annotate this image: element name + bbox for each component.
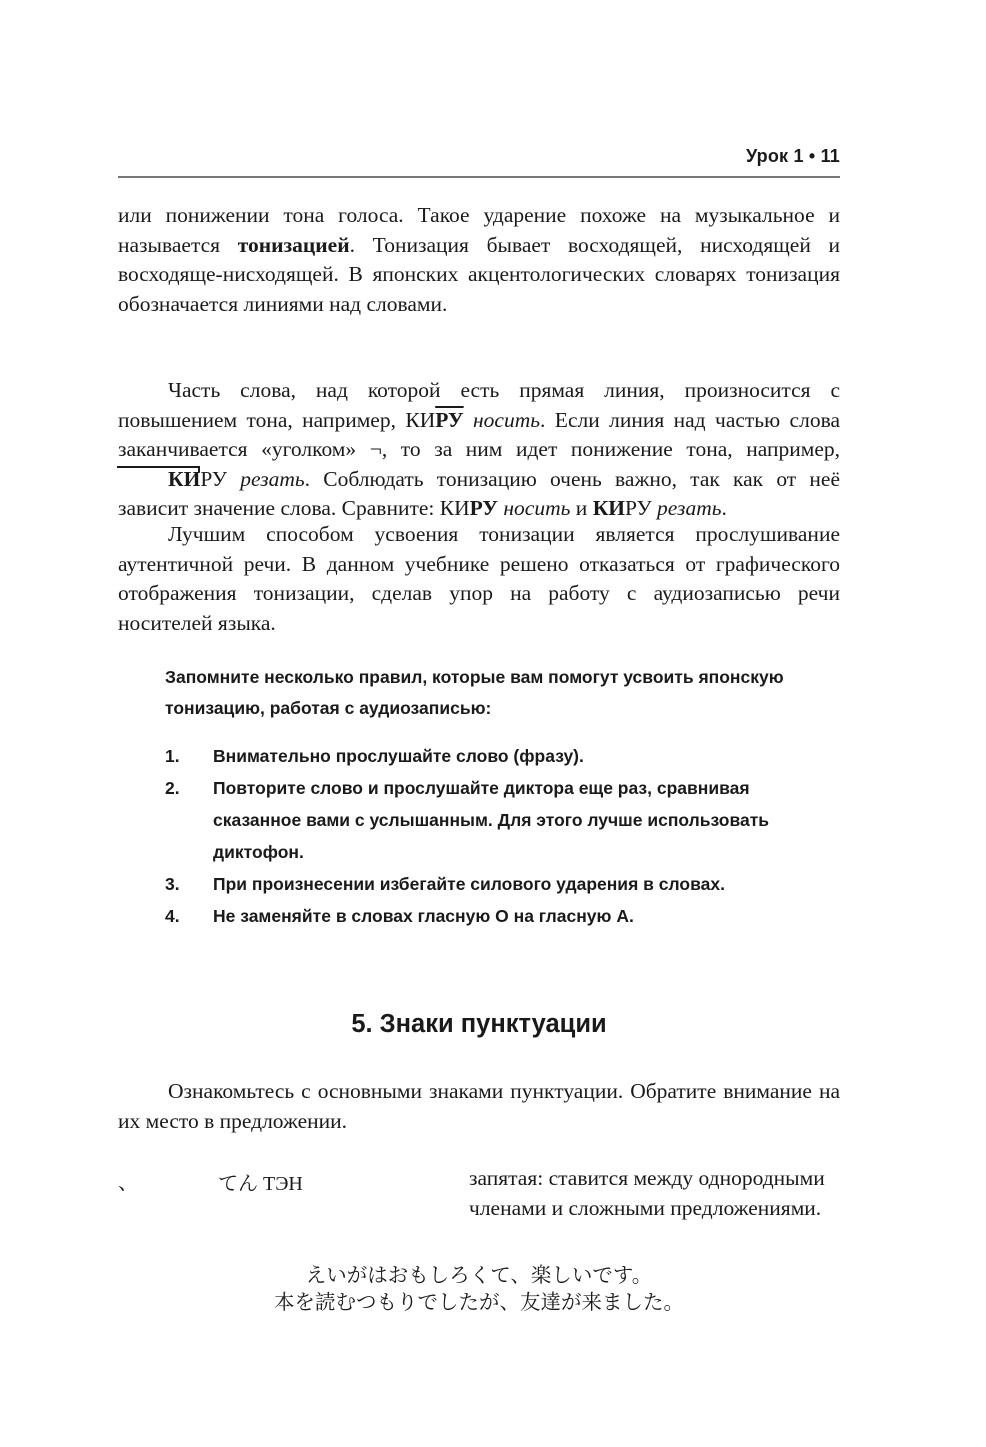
word-part: КИ [439,496,470,520]
paragraph-text: . Тонизация бывает восходящей, нисходящей и восходяще-нисходящей. В японских акцентологических словарях тонизация обозначается линиями над словами. [118,232,841,316]
rule-number: 4. [165,906,180,926]
translation-nosit: носить [473,407,541,432]
word-part-raised: РУ [435,407,464,432]
punctuation-description: запятая: ставится между однородными членами и сложными предложениями. [469,1166,825,1220]
word-part: КИ [405,407,436,432]
section-title: 5. Знаки пунктуации [351,1010,607,1038]
paragraph-intonation-definition [118,201,840,319]
paragraph-text: . Если линия над частью слова заканчивается «уголком» [118,407,840,461]
paragraph-text: Часть слова, над которой есть прямая линия, произносится с повышением тона, например, [118,378,840,432]
word-part-bold: РУ [469,496,499,520]
paragraph-text: . [721,496,727,520]
paragraph-text: . Соблюдать тонизацию очень важно, так как от неё зависит значение слова. Сравните: [118,466,840,520]
translation-nosit: носить [503,496,571,520]
paragraph-listening: Лучшим способом усвоения тонизации является прослушивание аутентичной речи. В данном учебнике решено отказаться от графического отображения тонизации, сделав упор на работу с аудиозаписью речи носителей языка. [118,522,840,635]
paragraph-intonation-marks [118,376,840,524]
term-tonization: тонизацией [237,232,350,257]
translation-rezat: резать [657,496,722,520]
punctuation-symbol: 、 [118,1172,138,1194]
paragraph-text: , то за ним идет понижение тона, например, [381,437,841,461]
rule-item-3 [165,868,805,900]
translation-rezat: резать [240,466,305,491]
rules-intro: Запомните несколько правил, которые вам помогут усвоить японскую тонизацию, работая с аудиозаписью: [165,667,784,718]
rule-text: Повторите слово и прослушайте диктора еще раз, сравнивая сказанное вами с услышанным. Для этого лучше использовать диктофон. [213,778,770,862]
rule-item-2 [165,772,805,868]
rule-text: Внимательно прослушайте слово (фразу). [213,746,584,766]
rule-item-1 [165,740,805,772]
rule-text: Не заменяйте в словах гласную О на гласную А. [213,906,634,926]
word-part-bold: КИ [592,496,626,520]
word-kiru-rising [405,408,463,432]
rule-number: 3. [165,874,180,894]
example-sentence-1: えいがはおもしろくて、楽しいです。 [305,1265,653,1287]
running-head: Урок 1 • 11 [745,146,840,166]
header-divider [118,176,840,178]
falling-hook-sign: ¬ [369,437,382,461]
paragraph-text: или понижении тона голоса. Такое ударение похоже на музыкальное и называется [118,203,840,257]
rule-item-4 [165,900,805,932]
rule-number: 1. [165,746,180,766]
word-kiru-compare-1 [440,496,498,520]
word-part: РУ [200,466,227,491]
rule-number: 2. [165,778,180,798]
punctuation-reading: てん ТЭН [218,1173,303,1195]
word-kiru-falling [118,467,227,491]
example-sentence-2: 本を読むつもりでしたが、友達が来ました。 [274,1292,684,1314]
word-part: РУ [625,496,652,520]
rule-text: При произнесении избегайте силового ударения в словах. [213,874,725,894]
section-intro: Ознакомьтесь с основными знаками пунктуации. Обратите внимание на их место в предложении. [118,1079,840,1133]
word-part-raised: КИ [118,465,200,495]
conjunction: и [575,496,588,520]
word-kiru-compare-2 [593,496,652,520]
